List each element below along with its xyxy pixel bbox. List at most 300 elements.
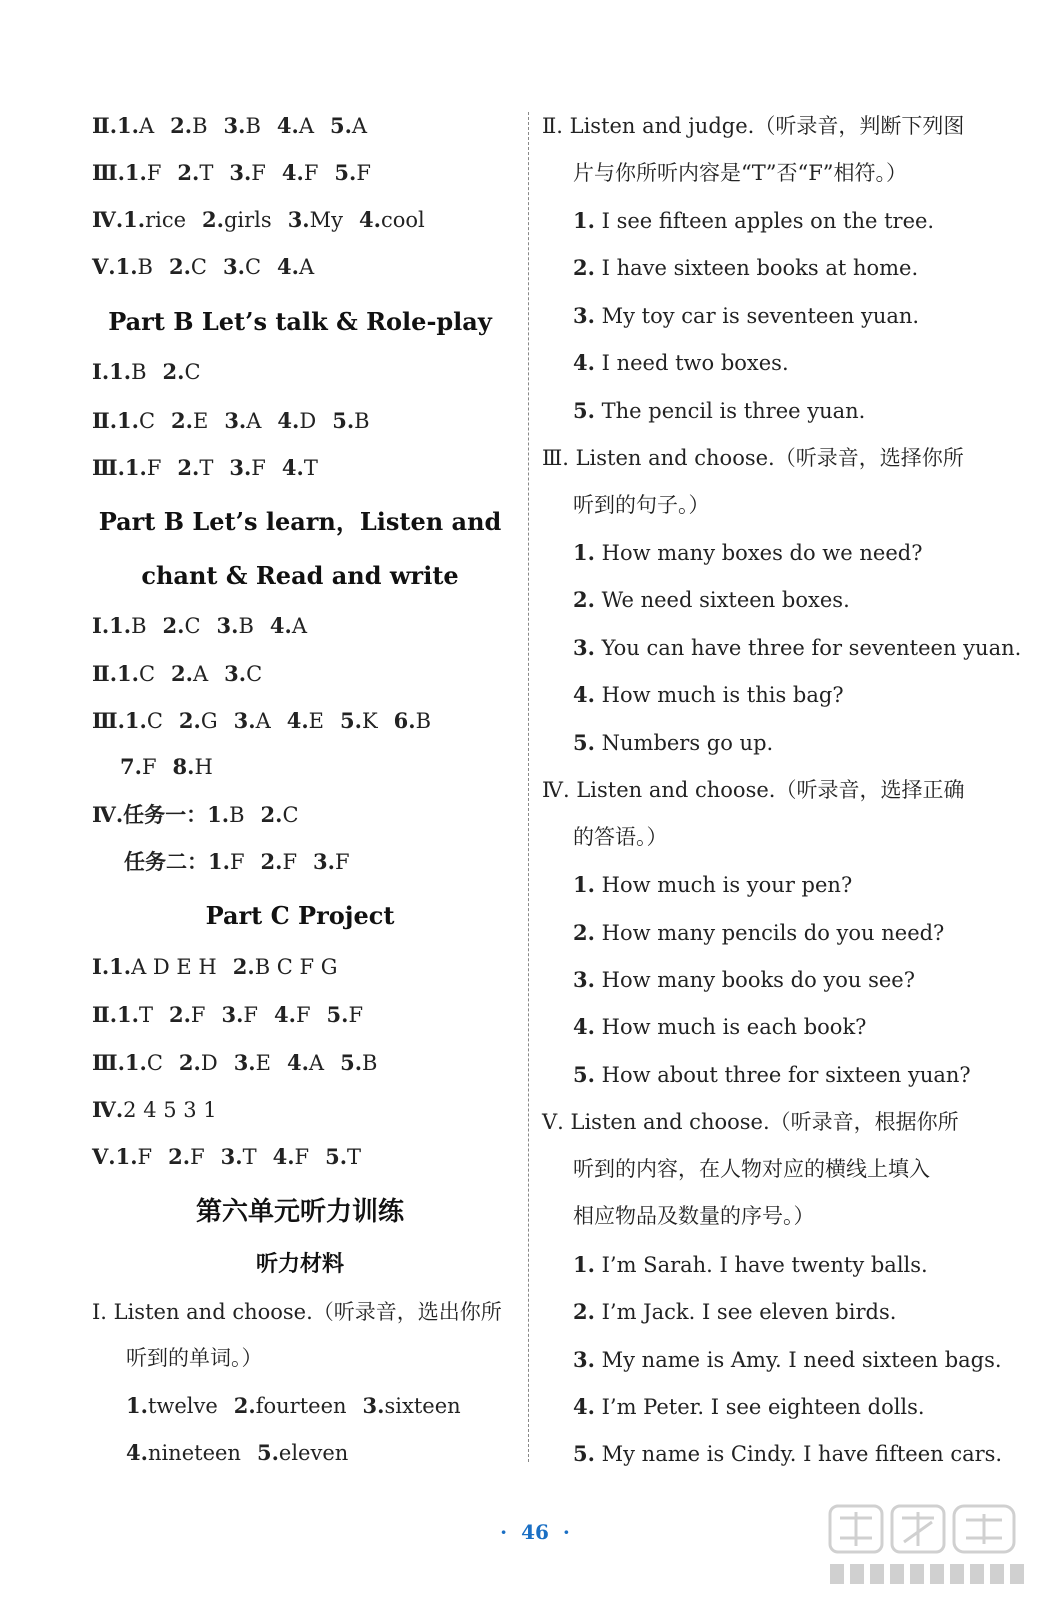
answer-value: B (131, 360, 147, 384)
item-number: 2. (202, 207, 224, 232)
item-number: 1. (124, 708, 147, 733)
section-heading: Part C Project (205, 901, 395, 930)
answer-item (177, 158, 213, 188)
answer-item (123, 1095, 217, 1125)
answer-item (330, 111, 367, 141)
sentence-text: How much is this bag? (601, 683, 844, 707)
item-number: 4. (281, 455, 304, 480)
answer-item (169, 1000, 206, 1030)
section-instruction: Ⅲ. Listen and choose.（听录音，选择你所 (542, 446, 964, 470)
item-number: 4. (126, 1440, 148, 1465)
answer-value: B (354, 409, 370, 433)
answer-value: C (190, 255, 207, 279)
item-number: 3. (223, 254, 245, 279)
answer-item (125, 706, 163, 736)
answer-value: C (184, 360, 201, 384)
answer-value: nineteen (147, 1441, 241, 1465)
item-number: 2. (233, 1393, 256, 1418)
sentence-text: How many books do you see? (601, 968, 915, 992)
item-number: 6. (393, 708, 416, 733)
answer-value: A (351, 114, 368, 138)
answer-value: F (190, 1145, 205, 1169)
item-number: 1. (117, 113, 139, 138)
answer-value: 2 4 5 3 1 (123, 1098, 217, 1122)
question-number: Ⅴ. (92, 1144, 116, 1169)
item-number: 1. (126, 1393, 148, 1418)
item-number: 4. (286, 708, 309, 733)
sentence-item (573, 870, 852, 900)
item-number: 2. (178, 1050, 201, 1075)
answer-item (270, 611, 307, 641)
sentence-item (573, 301, 919, 331)
item-number: 2. (168, 254, 191, 279)
item-number: 3. (573, 967, 595, 992)
item-number: 4. (573, 1014, 595, 1039)
item-number: 5. (256, 1440, 279, 1465)
answer-line (92, 205, 441, 235)
answer-value: T (138, 1003, 153, 1027)
sentence-text: My toy car is seventeen yuan. (601, 304, 920, 328)
item-number: 2. (168, 1144, 191, 1169)
question-number: Ⅰ. (92, 613, 110, 638)
answer-item (234, 706, 271, 736)
item-number: 3. (229, 455, 252, 480)
item-number: 1. (109, 613, 132, 638)
answer-value: F (348, 1003, 364, 1027)
section-heading: Part B Let’s talk & Role-play (108, 307, 492, 336)
sentence-item (573, 728, 773, 758)
unit-title: 第六单元听力训练 (195, 1197, 404, 1227)
sentence-text: How much is your pen? (601, 873, 853, 897)
answer-line (92, 406, 386, 436)
answer-value: cool (380, 208, 425, 232)
answer-value: B (415, 709, 432, 733)
answer-item (233, 952, 338, 982)
item-number: 3. (221, 1002, 244, 1027)
bullet-dot: · (500, 1520, 508, 1544)
item-number: 1. (117, 408, 139, 433)
answer-item (229, 158, 266, 188)
bullet-dot: · (562, 1520, 570, 1544)
question-number: Ⅱ. (92, 1002, 118, 1027)
answer-line (124, 847, 366, 877)
answer-item (116, 1142, 153, 1172)
answer-line (92, 453, 334, 483)
question-number: Ⅰ. (92, 359, 110, 384)
answer-line (92, 1048, 393, 1078)
answer-value: F (190, 1003, 206, 1027)
item-number: 1. (208, 849, 230, 874)
answer-line (92, 111, 383, 141)
sentence-text: The pencil is three yuan. (601, 399, 866, 423)
answer-value: F (294, 1145, 310, 1169)
answer-value: A (138, 114, 155, 138)
answer-value: girls (223, 208, 272, 232)
question-number: Ⅲ. (92, 455, 125, 480)
question-number: Ⅳ. (92, 1097, 124, 1122)
answer-item (261, 800, 299, 830)
page-number-text: 46 (521, 1520, 549, 1544)
answer-value: B (131, 614, 147, 638)
item-number: 1. (109, 954, 132, 979)
item-number: 4. (277, 254, 299, 279)
answer-item (340, 706, 378, 736)
answer-item (207, 800, 244, 830)
section-instruction: Ⅴ. Listen and choose.（听录音，根据你所 (542, 1110, 959, 1134)
answer-value: F (251, 456, 266, 480)
question-number: Ⅳ.任务一： (92, 802, 208, 827)
answer-value: F (295, 1003, 311, 1027)
answer-value: B (229, 803, 245, 827)
answer-value: twelve (147, 1394, 218, 1418)
answer-item (277, 406, 316, 436)
question-number: Ⅱ. (92, 113, 118, 138)
item-number: 5. (340, 708, 362, 733)
answer-item (334, 158, 371, 188)
item-number: 4. (573, 1394, 595, 1419)
answer-value: C (246, 662, 263, 686)
sentence-item (573, 206, 934, 236)
answer-item (221, 1142, 257, 1172)
answer-item (223, 252, 261, 282)
answer-line (92, 1000, 379, 1030)
answer-item (274, 1000, 311, 1030)
answer-item (169, 252, 207, 282)
section-instruction: Ⅱ. Listen and judge.（听录音，判断下列图 (542, 114, 965, 138)
answer-value: E (255, 1051, 271, 1075)
sentence-item (573, 918, 944, 948)
item-number: 2. (171, 661, 193, 686)
answer-value: sixteen (384, 1394, 461, 1418)
answer-line (92, 800, 315, 830)
sentence-item (573, 585, 850, 615)
answer-item (109, 611, 146, 641)
answer-value: H (194, 755, 213, 779)
answer-item (126, 1438, 241, 1468)
item-number: 4. (359, 207, 381, 232)
answer-line (92, 252, 330, 282)
item-number: 3. (229, 160, 252, 185)
sentence-item (573, 680, 844, 710)
answer-item (125, 1048, 163, 1078)
answer-value: C (146, 709, 163, 733)
answer-value: T (303, 456, 318, 480)
answer-item (117, 659, 155, 689)
sentence-item (573, 538, 922, 568)
answer-item (109, 357, 146, 387)
sentence-item (573, 1345, 1002, 1375)
answer-value: A (246, 409, 262, 433)
answer-value: A (308, 1051, 325, 1075)
answer-value: C (244, 255, 262, 279)
answer-item (117, 111, 154, 141)
item-number: 3. (224, 408, 247, 433)
answer-item (163, 357, 201, 387)
answer-item (117, 1000, 153, 1030)
question-number: Ⅰ. (92, 954, 110, 979)
item-number: 3. (223, 113, 246, 138)
question-number: Ⅲ. (92, 708, 125, 733)
answer-item (288, 205, 343, 235)
answer-value: A (255, 709, 271, 733)
answer-value: B (238, 614, 254, 638)
answer-value: D (200, 1051, 218, 1075)
answer-item (117, 406, 155, 436)
answer-value: C (282, 803, 299, 827)
answer-value: F (334, 850, 350, 874)
item-number: 3. (233, 708, 256, 733)
answer-item (171, 659, 208, 689)
item-number: 5. (573, 1441, 595, 1466)
item-number: 2. (168, 1002, 191, 1027)
answer-line (92, 659, 278, 689)
answer-value: T (199, 456, 214, 480)
item-number: 2. (260, 802, 283, 827)
item-number: 2. (171, 408, 193, 433)
answer-item (363, 1391, 461, 1421)
section-instruction: 相应物品及数量的序号。） (573, 1204, 815, 1228)
answer-value: My (309, 208, 343, 232)
sentence-text: I have sixteen books at home. (601, 256, 919, 280)
section-instruction: 听到的句子。） (573, 493, 710, 517)
item-number: 5. (332, 408, 355, 433)
answer-item (123, 205, 186, 235)
answer-item (273, 1142, 310, 1172)
section-heading: chant & Read and write (141, 561, 459, 590)
answer-value: eleven (278, 1441, 349, 1465)
item-number: 2. (573, 255, 595, 280)
answer-value: F (243, 1003, 258, 1027)
answer-value: B (192, 114, 208, 138)
sentence-text: How many boxes do we need? (601, 541, 923, 565)
sentence-text: You can have three for seventeen yuan. (601, 636, 1022, 660)
item-number: 4. (277, 408, 300, 433)
answer-line (92, 706, 447, 736)
item-number: 5. (340, 1050, 363, 1075)
answer-value: B (137, 255, 153, 279)
answer-value: A (192, 662, 209, 686)
answer-value: T (242, 1145, 257, 1169)
item-number: 5. (329, 113, 352, 138)
sentence-text: I need two boxes. (601, 351, 789, 375)
answer-line (120, 752, 229, 782)
item-number: 1. (115, 254, 138, 279)
item-number: 1. (124, 1050, 147, 1075)
answer-item (340, 1048, 377, 1078)
question-number: Ⅱ. (92, 408, 118, 433)
answer-item (261, 847, 298, 877)
answer-item (234, 1391, 347, 1421)
question-number: Ⅳ. (92, 207, 124, 232)
answer-item (120, 752, 157, 782)
item-number: 3. (287, 207, 310, 232)
sentence-item (573, 1060, 971, 1090)
item-number: 2. (177, 455, 200, 480)
section-instruction: 的答语。） (573, 825, 668, 849)
item-number: 1. (573, 872, 595, 897)
answer-item (327, 1000, 364, 1030)
item-number: 5. (325, 1144, 348, 1169)
item-number: 2. (178, 708, 201, 733)
item-number: 4. (269, 613, 292, 638)
answer-value: F (303, 161, 319, 185)
answer-item (325, 1142, 361, 1172)
answer-line (92, 952, 354, 982)
answer-value: D (299, 409, 317, 433)
answer-item (229, 453, 266, 483)
item-number: 5. (573, 730, 595, 755)
answer-value: F (282, 850, 298, 874)
answer-item (109, 952, 217, 982)
item-number: 7. (120, 754, 142, 779)
sentence-text: How many pencils do you need? (601, 921, 945, 945)
item-number: 3. (233, 1050, 256, 1075)
column-divider (528, 112, 529, 1462)
answer-item (173, 752, 213, 782)
answer-value: fourteen (255, 1394, 347, 1418)
sentence-text: We need sixteen boxes. (601, 588, 850, 612)
item-number: 3. (220, 1144, 243, 1169)
answer-item (202, 205, 272, 235)
answer-item (282, 453, 318, 483)
item-number: 5. (573, 398, 595, 423)
sentence-item (573, 253, 918, 283)
item-number: 1. (109, 359, 132, 384)
question-number: Ⅲ. (92, 160, 125, 185)
answer-value: F (356, 161, 371, 185)
answer-item (313, 847, 350, 877)
sentence-item (573, 348, 789, 378)
answer-item (224, 111, 261, 141)
item-number: 2. (573, 920, 595, 945)
answer-item (224, 659, 262, 689)
sentence-item (573, 1250, 928, 1280)
answer-item (287, 1048, 324, 1078)
item-number: 3. (573, 635, 595, 660)
answer-item (125, 158, 162, 188)
sentence-item (573, 1392, 925, 1422)
sub-title: 听力材料 (255, 1251, 344, 1277)
answer-line (92, 611, 323, 641)
answer-item (332, 406, 369, 436)
sentence-item (573, 965, 915, 995)
answer-line (92, 158, 387, 188)
sentence-text: Numbers go up. (601, 731, 774, 755)
answer-item (221, 1000, 258, 1030)
answer-value: C (138, 662, 156, 686)
answer-value: F (146, 161, 162, 185)
sentence-text: I’m Peter. I see eighteen dolls. (601, 1395, 925, 1419)
answer-line (92, 357, 217, 387)
section-instruction: 片与你所听内容是“T”否“F”相符。） (573, 161, 908, 185)
question-number: Ⅲ. (92, 1050, 125, 1075)
item-number: 5. (326, 1002, 349, 1027)
item-number: 1. (573, 208, 595, 233)
answer-item (224, 406, 261, 436)
answer-item (177, 453, 213, 483)
sentence-item (573, 1439, 1002, 1469)
answer-line (92, 1142, 377, 1172)
answer-line (126, 1391, 477, 1421)
item-number: 1. (117, 1002, 139, 1027)
item-number: 2. (573, 1299, 595, 1324)
sentence-text: My name is Cindy. I have fifteen cars. (601, 1442, 1003, 1466)
sentence-text: How much is each book? (601, 1015, 867, 1039)
section-instruction: 听到的单词。） (126, 1346, 263, 1370)
sentence-item (573, 633, 1021, 663)
answer-value: G (200, 709, 218, 733)
item-number: 3. (573, 303, 595, 328)
answer-value: F (146, 456, 162, 480)
answer-item (217, 611, 254, 641)
item-number: 3. (573, 1347, 595, 1372)
answer-item (126, 1391, 218, 1421)
item-number: 1. (115, 1144, 138, 1169)
item-number: 1. (124, 455, 147, 480)
sentence-text: I’m Sarah. I have twenty balls. (601, 1253, 928, 1277)
answer-value: T (347, 1145, 362, 1169)
item-number: 2. (260, 849, 283, 874)
answer-item (287, 706, 324, 736)
answer-value: A (298, 255, 315, 279)
item-number: 3. (224, 661, 247, 686)
item-number: 4. (281, 160, 304, 185)
answer-value: F (229, 850, 245, 874)
question-number: Ⅱ. (92, 661, 118, 686)
sentence-item (573, 1012, 866, 1042)
item-number: 5. (573, 1062, 595, 1087)
sentence-item (573, 1297, 896, 1327)
sentence-item (573, 396, 865, 426)
answer-value: B (245, 114, 261, 138)
item-number: 3. (313, 849, 335, 874)
answer-item (257, 1438, 348, 1468)
section-instruction: 听到的内容，在人物对应的横线上填入 (573, 1157, 930, 1181)
item-number: 4. (573, 682, 595, 707)
section-instruction: Ⅰ. Listen and choose.（听录音，选出你所 (92, 1300, 502, 1324)
item-number: 8. (172, 754, 195, 779)
item-number: 3. (362, 1393, 385, 1418)
watermark-logo-graphic (820, 1498, 1040, 1594)
item-number: 4. (276, 113, 299, 138)
sentence-text: I see fifteen apples on the tree. (601, 209, 935, 233)
answer-item (208, 847, 245, 877)
answer-item (171, 406, 208, 436)
answer-value: F (137, 1145, 153, 1169)
answer-item (234, 1048, 271, 1078)
sentence-text: I’m Jack. I see eleven birds. (601, 1300, 897, 1324)
answer-item (277, 252, 314, 282)
answer-value: C (184, 614, 201, 638)
watermark-logo (820, 1498, 1040, 1594)
item-number: 4. (272, 1144, 295, 1169)
answer-value: E (308, 709, 325, 733)
answer-value: B C F G (254, 955, 338, 979)
answer-value: F (251, 161, 266, 185)
answer-value: A (298, 114, 314, 138)
item-number: 3. (216, 613, 239, 638)
item-number: 1. (124, 160, 147, 185)
item-number: 1. (573, 1252, 595, 1277)
answer-item (168, 1142, 205, 1172)
answer-value: C (146, 1051, 163, 1075)
answer-value: A D E H (131, 955, 217, 979)
question-number: 任务二： (124, 849, 208, 874)
section-heading: Part B Let’s learn，Listen and (98, 507, 502, 536)
item-number: 4. (573, 350, 595, 375)
answer-item (394, 706, 431, 736)
question-number: Ⅴ. (92, 254, 116, 279)
